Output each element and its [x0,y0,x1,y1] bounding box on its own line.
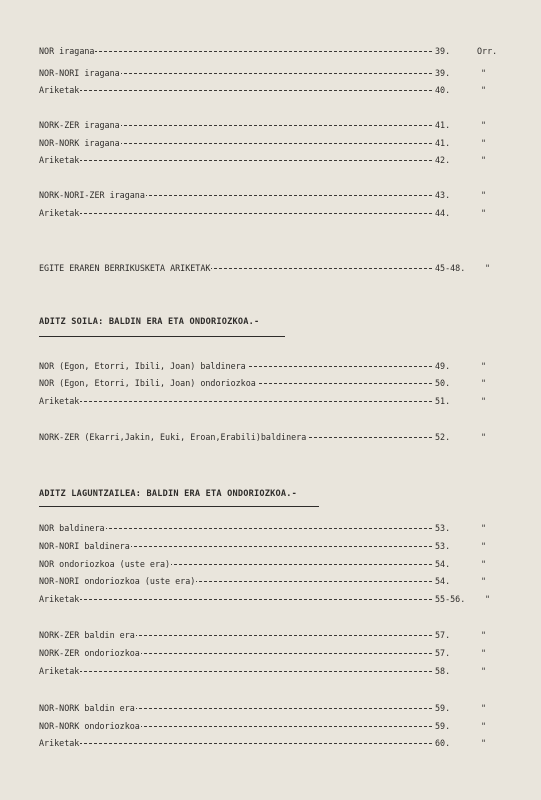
entry-label: NORK-NORI-ZER iragana [39,190,145,200]
ditto-mark: " [481,541,487,551]
entry-label: NORK-ZER iragana [39,120,120,130]
dot-leader [39,160,437,161]
entry-page: 49. [433,360,469,372]
entry-page: 51. [433,395,469,407]
entry-label: NORK-ZER ondoriozkoa [39,648,140,658]
dot-leader [39,599,437,600]
toc-entry [39,189,509,201]
toc-entry [39,540,509,552]
ditto-mark: " [481,68,487,78]
ditto-mark: " [481,378,487,388]
ditto-mark: " [481,85,487,95]
ditto-mark: " [481,155,487,165]
entry-page: 39. [433,45,469,57]
ditto-mark: " [481,738,487,748]
entry-page: 60. [433,737,469,749]
toc-entry [39,522,509,534]
toc-entry [39,119,509,131]
section-heading: ADITZ LAGUNTZAILEA: BALDIN ERA ETA ONDORIOZKOA.- [39,489,297,499]
dot-leader [39,401,437,402]
entry-page: 41. [433,119,469,131]
dot-leader [39,90,437,91]
entry-label: Ariketak [39,396,80,406]
entry-label: Ariketak [39,155,80,165]
ditto-mark: " [481,190,487,200]
toc-entry [39,575,509,587]
entry-label: NOR baldinera [39,523,105,533]
entry-page: 53. [433,522,469,534]
toc-entry [39,593,509,605]
entry-label: NOR-NORI baldinera [39,541,130,551]
dot-leader [39,51,437,52]
entry-page: 40. [433,84,469,96]
entry-label: NORK-ZER baldin era [39,630,135,640]
ditto-mark: " [481,361,487,371]
entry-label: NOR-NORK ondoriozkoa [39,721,140,731]
toc-entry [39,262,509,274]
toc-entry [39,360,509,372]
ditto-mark: " [481,576,487,586]
toc-entry [39,647,509,659]
entry-page: 59. [433,702,469,714]
toc-entry [39,67,509,79]
ditto-mark: " [481,432,487,442]
entry-page: 58. [433,665,469,677]
toc-entry [39,137,509,149]
entry-page: 44. [433,207,469,219]
entry-page: 50. [433,377,469,389]
toc-entry [39,45,509,57]
entry-page: 59. [433,720,469,732]
entry-page: 52. [433,431,469,443]
ditto-mark: " [481,648,487,658]
heading-underline [39,336,285,337]
entry-page: 43. [433,189,469,201]
entry-page: 45-48. [433,262,469,274]
entry-page: 55-56. [433,593,469,605]
entry-label: EGITE ERAREN BERRIKUSKETA ARIKETAK [39,263,211,273]
dot-leader [39,213,437,214]
ditto-mark: " [481,138,487,148]
ditto-mark: " [485,594,491,604]
toc-entry [39,84,509,96]
entry-page: 57. [433,629,469,641]
dot-leader [39,743,437,744]
toc-entry [39,431,509,443]
section-heading: ADITZ SOILA: BALDIN ERA ETA ONDORIOZKOA.- [39,317,260,327]
toc-entry [39,720,509,732]
entry-label: NOR-NORK baldin era [39,703,135,713]
entry-label: NOR-NORI ondoriozkoa (uste era) [39,576,196,586]
entry-label: NORK-ZER (Ekarri,Jakin, Euki, Eroan,Erabili)baldinera [39,432,307,442]
entry-page: 53. [433,540,469,552]
orr-label: Orr. [477,46,498,56]
heading-underline [39,506,319,507]
entry-page: 41. [433,137,469,149]
toc-entry [39,737,509,749]
entry-label: NOR iragana [39,46,95,56]
entry-page: 42. [433,154,469,166]
entry-label: Ariketak [39,208,80,218]
toc-entry [39,702,509,714]
toc-entry [39,207,509,219]
entry-label: NOR-NORI iragana [39,68,120,78]
entry-label: Ariketak [39,666,80,676]
toc-entry [39,665,509,677]
ditto-mark: " [481,120,487,130]
ditto-mark: " [485,263,491,273]
ditto-mark: " [481,666,487,676]
toc-entry [39,558,509,570]
ditto-mark: " [481,630,487,640]
entry-page: 54. [433,575,469,587]
entry-label: NOR (Egon, Etorri, Ibili, Joan) baldinera [39,361,246,371]
entry-page: 57. [433,647,469,659]
entry-label: Ariketak [39,85,80,95]
entry-page: 54. [433,558,469,570]
entry-label: NOR-NORK iragana [39,138,120,148]
toc-entry [39,154,509,166]
toc-entry [39,395,509,407]
dot-leader [39,671,437,672]
entry-label: NOR ondoriozkoa (uste era) [39,559,171,569]
toc-entry [39,377,509,389]
ditto-mark: " [481,703,487,713]
entry-label: NOR (Egon, Etorri, Ibili, Joan) ondoriozkoa [39,378,256,388]
ditto-mark: " [481,559,487,569]
ditto-mark: " [481,721,487,731]
entry-label: Ariketak [39,594,80,604]
ditto-mark: " [481,396,487,406]
ditto-mark: " [481,208,487,218]
entry-label: Ariketak [39,738,80,748]
toc-entry [39,629,509,641]
ditto-mark: " [481,523,487,533]
entry-page: 39. [433,67,469,79]
